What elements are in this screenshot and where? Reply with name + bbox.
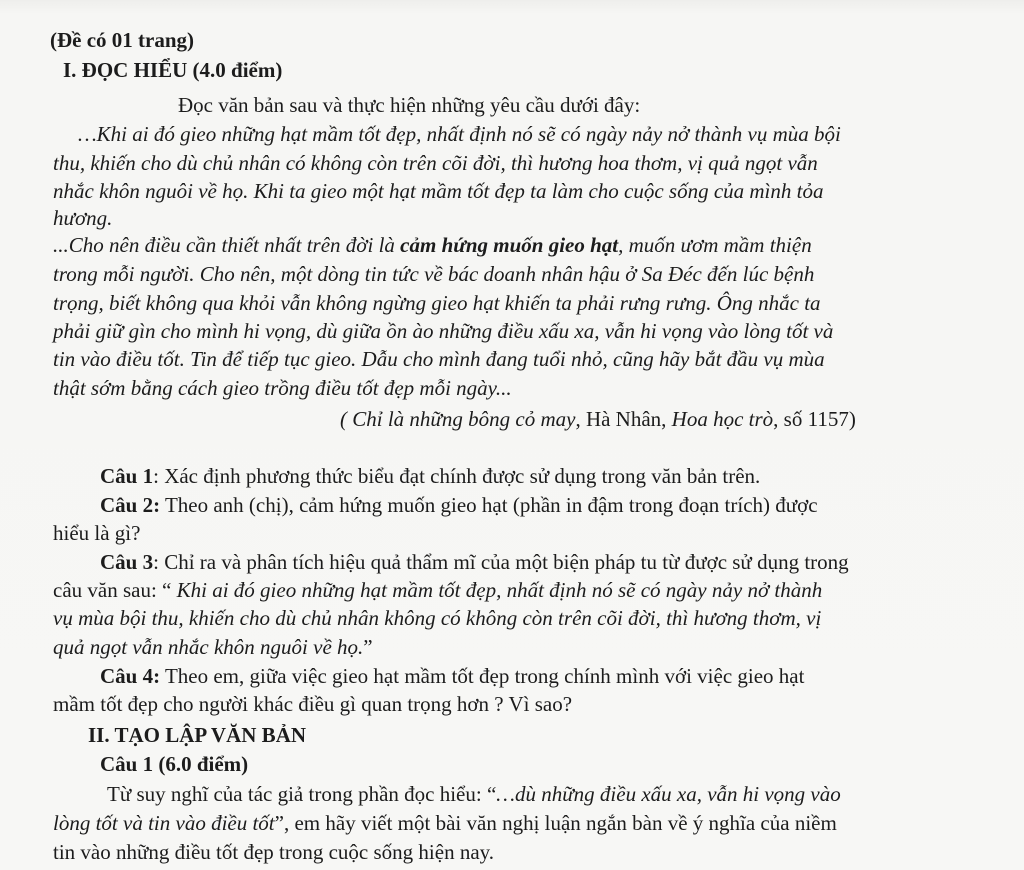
question-2-cont: hiểu là gì? xyxy=(53,521,141,545)
question-3-quote-line xyxy=(53,634,373,660)
question-text: Theo em, giữa việc gieo hạt mầm tốt đẹp trong chính mình với việc gieo hạt xyxy=(160,664,805,688)
question-label: Câu 3 xyxy=(100,550,154,574)
question-text: : Xác định phương thức biểu đạt chính được sử dụng trong văn bản trên. xyxy=(153,464,761,488)
question-4-cont: mầm tốt đẹp cho người khác điều gì quan trọng hơn ? Vì sao? xyxy=(53,692,573,716)
passage-line: trong mỗi người. Cho nên, một dòng tin tức về bác doanh nhân hậu ở Sa Đéc đến lúc bệnh xyxy=(53,262,815,286)
passage-line: phải giữ gìn cho mình hi vọng, dù giữa ồn ào những điều xấu xa, vẫn hi vọng vào lòng tốt và xyxy=(53,319,834,343)
quote-text: quả ngọt vẫn nhắc khôn nguôi về họ. xyxy=(53,635,364,659)
prompt-text: Từ suy nghĩ của tác giả trong phần đọc hiểu: “ xyxy=(107,782,497,806)
question-3 xyxy=(100,549,849,575)
question-4 xyxy=(100,663,804,689)
passage-instruction: Đọc văn bản sau và thực hiện những yêu cầu dưới đây: xyxy=(178,93,641,117)
question-1 xyxy=(100,463,760,489)
source-issue: , số 1157) xyxy=(773,407,856,431)
source-magazine: Hoa học trò xyxy=(671,407,774,431)
question-label: Câu 2: xyxy=(100,493,161,517)
passage-line: hương. xyxy=(53,206,113,230)
passage-source xyxy=(340,406,856,432)
prompt-quote: …dù những điều xấu xa, vẫn hi vọng vào xyxy=(496,782,841,806)
quote-text: Khi ai đó gieo những hạt mầm tốt đẹp, nhất định nó sẽ có ngày nảy nở thành xyxy=(176,578,823,602)
section-2-prompt: tin vào những điều tốt đẹp trong cuộc sống hiện nay. xyxy=(53,840,495,864)
question-3-quote-line: vụ mùa bội thu, khiến cho dù chủ nhân không có không còn trên cõi đời, thì hương thơm, vị xyxy=(53,606,822,630)
section-1-title: I. ĐỌC HIỂU (4.0 điểm) xyxy=(63,58,283,82)
quote-close: ” xyxy=(363,635,373,659)
passage-line: thật sớm bằng cách gieo trồng điều tốt đẹp mỗi ngày... xyxy=(53,376,512,400)
source-title: ( Chỉ là những bông cỏ may xyxy=(340,407,576,431)
section-2-prompt xyxy=(107,781,841,807)
bold-phrase: cảm hứng muốn gieo hạt xyxy=(400,233,619,257)
question-text: Theo anh (chị), cảm hứng muốn gieo hạt (phần in đậm trong đoạn trích) được xyxy=(160,493,818,517)
question-text: câu văn sau: “ xyxy=(53,578,177,602)
page-note: (Đề có 01 trang) xyxy=(50,28,195,52)
question-2 xyxy=(100,492,818,518)
passage-line: …Khi ai đó gieo những hạt mầm tốt đẹp, nhất định nó sẽ có ngày nảy nở thành vụ mùa bội xyxy=(78,122,841,146)
section-2-question-heading: Câu 1 (6.0 điểm) xyxy=(100,752,249,776)
source-author: , Hà Nhân, xyxy=(575,407,672,431)
passage-line: thu, khiến cho dù chủ nhân có không còn trên cõi đời, thì hương hoa thơm, vị quả ngọt vẫn xyxy=(53,151,818,175)
question-label: Câu 1 xyxy=(100,464,154,488)
question-text: : Chỉ ra và phân tích hiệu quả thẩm mĩ của một biện pháp tu từ được sử dụng trong xyxy=(153,550,849,574)
prompt-text: ”, em hãy viết một bài văn nghị luận ngắn bàn về ý nghĩa của niềm xyxy=(274,811,837,835)
passage-line-bold-phrase xyxy=(53,232,812,258)
section-2-prompt xyxy=(53,810,837,836)
section-2-title: II. TẠO LẬP VĂN BẢN xyxy=(88,723,307,747)
passage-line: nhắc khôn nguôi về họ. Khi ta gieo một hạt mầm tốt đẹp ta làm cho cuộc sống của mình tỏa xyxy=(53,179,824,203)
passage-text: ...Cho nên điều cần thiết nhất trên đời là xyxy=(53,233,401,257)
question-label: Câu 4: xyxy=(100,664,161,688)
passage-line: trọng, biết không qua khỏi vẫn không ngừng gieo hạt khiến ta phải rưng rưng. Ông nhắc ta xyxy=(53,291,821,315)
question-3-quote-line xyxy=(53,577,822,603)
passage-line: tin vào điều tốt. Tin để tiếp tục gieo. Dẫu cho mình đang tuổi nhỏ, cũng hãy bắt đầu vụ mùa xyxy=(53,347,825,371)
passage-text: , muốn ươm mầm thiện xyxy=(618,233,812,257)
prompt-quote: lòng tốt và tin vào điều tốt xyxy=(53,811,275,835)
